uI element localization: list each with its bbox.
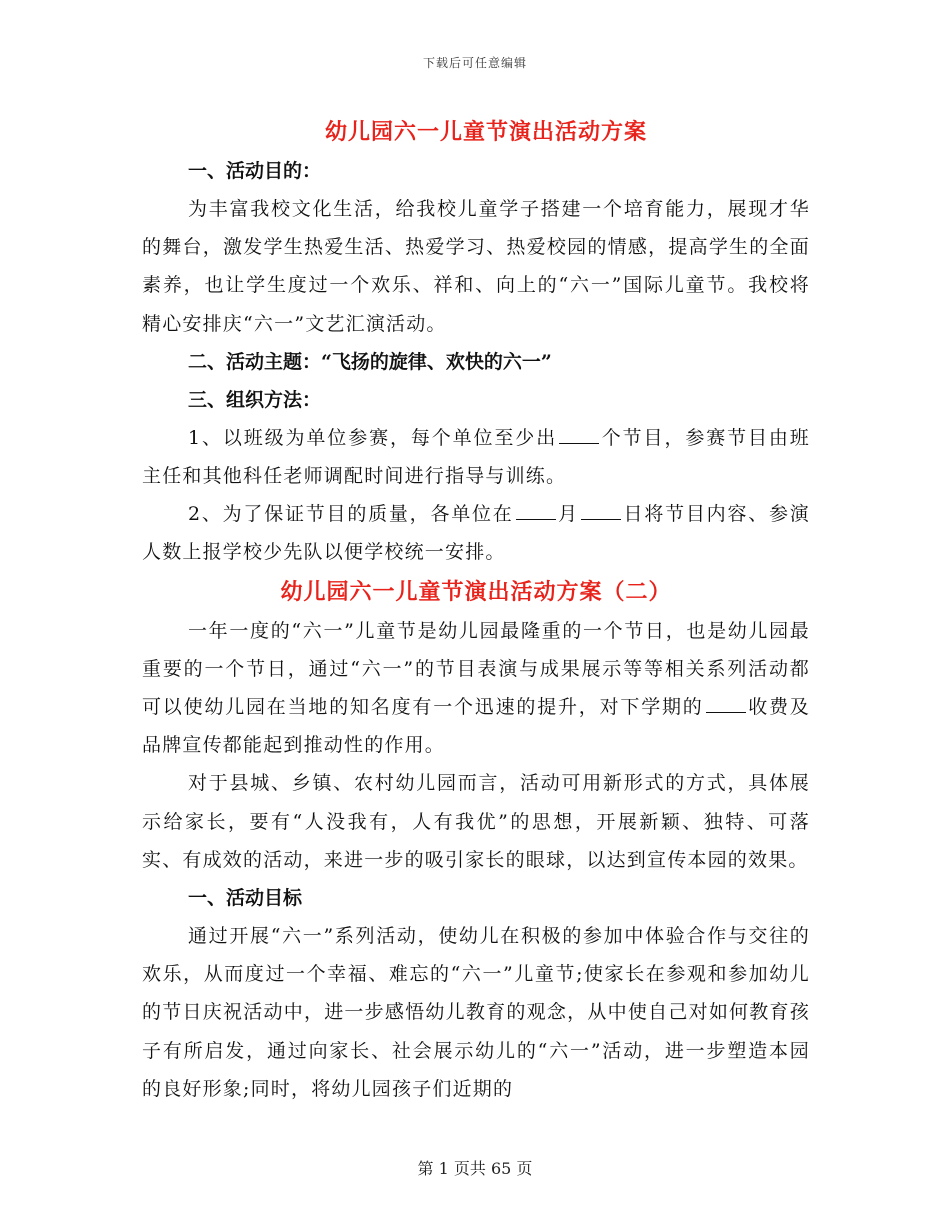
document-title: 幼儿园六一儿童节演出活动方案 <box>324 119 647 145</box>
fill-in-blank <box>706 693 746 713</box>
paragraph-method-2 <box>142 495 810 571</box>
paragraph-method-1 <box>142 419 810 495</box>
paragraph-goal: 通过开展“六一”系列活动，使幼儿在积极的参加中体验合作与交往的欢乐，从而度过一个幸福、难忘的“六一”儿童节;使家长在参观和参加幼儿的节日庆祝活动中，进一步感悟幼儿教育的观念，从中使自己对如何教育孩子有所启发，通过向家长、社会展示幼儿的“六一”活动，进一步塑造本园的良好形象;同时，将幼儿园孩子们近期的 <box>142 925 810 1100</box>
text-segment: 收费及品牌宣传都能起到推动性的作用。 <box>142 696 810 757</box>
fill-in-blank <box>581 500 621 520</box>
fill-in-blank <box>516 500 556 520</box>
text-segment: 2、为了保证节目的质量，各单位在 <box>188 503 514 526</box>
text-segment: 月 <box>557 503 579 526</box>
section-heading-method: 三、组织方法： <box>188 388 322 411</box>
section-heading-purpose: 一、活动目的： <box>188 160 322 182</box>
text-segment: 日将节目内容、参演人数上报学校少先队以便学校统一安排。 <box>142 503 810 564</box>
section-heading-goal: 一、活动目标 <box>188 887 303 910</box>
text-segment: 个节目，参赛节目由班主任和其他科任老师调配时间进行指导与训练。 <box>142 426 810 488</box>
header-note: 下载后可任意编辑 <box>422 56 527 70</box>
document-title-2: 幼儿园六一儿童节演出活动方案（二） <box>280 578 672 605</box>
paragraph-intro-2: 对于县城、乡镇、农村幼儿园而言，活动可用新形式的方式，具体展示给家长，要有“人没我有，人有我优”的思想，开展新颖、独特、可落实、有成效的活动，来进一步的吸引家长的眼球，以达到宣传本园的效果。 <box>142 772 810 871</box>
text-segment: 一年一度的“六一”儿童节是幼儿园最隆重的一个节日，也是幼儿园最重要的一个节日，通过“六一”的节目表演与成果展示等等相关系列活动都可以使幼儿园在当地的知名度有一个迅速的提升，对下学期的 <box>142 619 810 719</box>
section-heading-theme: 二、活动主题：“飞扬的旋律、欢快的六一” <box>188 350 552 373</box>
paragraph-intro-1 <box>142 612 810 765</box>
page-number: 第 1 页共 65 页 <box>417 1159 533 1178</box>
fill-in-blank <box>559 424 599 444</box>
paragraph-purpose: 为丰富我校文化生活，给我校儿童学子搭建一个培育能力，展现才华的舞台，激发学生热爱生活、热爱学习、热爱校园的情感，提高学生的全面素养，也让学生度过一个欢乐、祥和、向上的“六一”国际儿童节。我校将精心安排庆“六一”文艺汇演活动。 <box>142 198 810 335</box>
text-segment: 1、以班级为单位参赛，每个单位至少出 <box>188 426 558 449</box>
document-body <box>142 112 810 1108</box>
